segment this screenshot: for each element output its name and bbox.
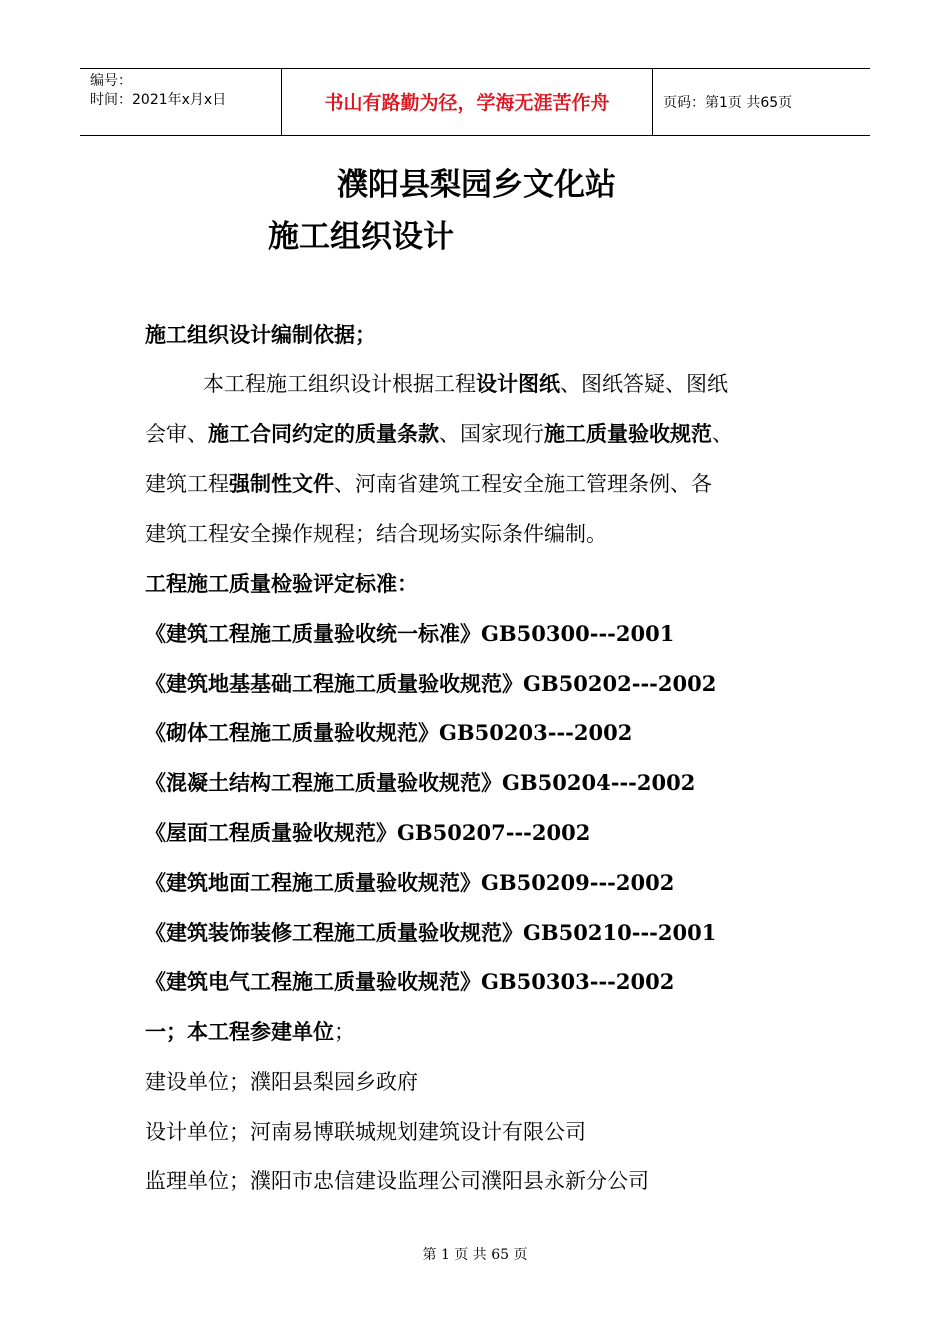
standard-item: 《混凝土结构工程施工质量验收规范》GB50204---2002 — [145, 770, 696, 795]
basis-text: 本工程施工组织设计根据工程 — [203, 372, 476, 396]
standard-item: 《建筑装饰装修工程施工质量验收规范》GB50210---2001 — [145, 920, 717, 945]
doc-time-label: 时间：2021年x月x日 — [90, 92, 227, 108]
document-title-line1: 濮阳县梨园乡文化站 — [337, 167, 616, 203]
basis-emphasis: 施工质量验收规范 — [544, 422, 712, 446]
basis-text: 会审、 — [145, 422, 208, 446]
basis-heading: 施工组织设计编制依据； — [145, 323, 376, 347]
basis-emphasis: 设计图纸 — [476, 372, 560, 396]
parties-heading-punct: ； — [334, 1020, 355, 1044]
basis-paragraph-line3 — [145, 470, 712, 498]
basis-text: 建筑工程 — [145, 472, 229, 496]
standard-item: 《建筑工程施工质量验收统一标准》GB50300---2001 — [145, 621, 675, 646]
page-header — [80, 68, 870, 136]
header-motto: 书山有路勤为径，学海无涯苦作舟 — [324, 92, 610, 114]
standard-item: 《建筑地基基础工程施工质量验收规范》GB50202---2002 — [145, 671, 717, 696]
page-footer: 第 1 页 共 65 页 — [422, 1247, 528, 1263]
basis-text: 、 — [712, 422, 733, 446]
standard-item: 《砌体工程施工质量验收规范》GB50203---2002 — [145, 720, 633, 745]
party-designer: 设计单位；河南易博联城规划建筑设计有限公司 — [145, 1120, 586, 1144]
basis-paragraph-line4: 建筑工程安全操作规程；结合现场实际条件编制。 — [145, 522, 607, 546]
basis-emphasis: 施工合同约定的质量条款 — [208, 422, 439, 446]
basis-paragraph-line1 — [203, 370, 728, 398]
header-left-cell — [80, 69, 281, 135]
basis-text: 、河南省建筑工程安全施工管理条例、各 — [334, 472, 712, 496]
header-page-info: 页码：第1页 共65页 — [663, 95, 793, 111]
standard-item: 《建筑地面工程施工质量验收规范》GB50209---2002 — [145, 870, 675, 895]
header-mid-cell — [281, 69, 653, 135]
standard-item: 《建筑电气工程施工质量验收规范》GB50303---2002 — [145, 969, 675, 994]
basis-text: 、图纸答疑、图纸 — [560, 372, 728, 396]
standards-heading: 工程施工质量检验评定标准： — [145, 572, 418, 596]
parties-heading — [145, 1018, 355, 1046]
doc-code-label: 编号： — [90, 73, 132, 89]
basis-emphasis: 强制性文件 — [229, 472, 334, 496]
basis-paragraph-line2 — [145, 420, 733, 448]
document-title-line2: 施工组织设计 — [268, 219, 454, 255]
basis-text: 、国家现行 — [439, 422, 544, 446]
standard-item: 《屋面工程质量验收规范》GB50207---2002 — [145, 820, 591, 845]
party-supervisor: 监理单位；濮阳市忠信建设监理公司濮阳县永新分公司 — [145, 1169, 649, 1193]
party-builder: 建设单位；濮阳县梨园乡政府 — [145, 1070, 418, 1094]
header-right-cell — [653, 69, 870, 135]
parties-heading-text: 一；本工程参建单位 — [145, 1020, 334, 1044]
